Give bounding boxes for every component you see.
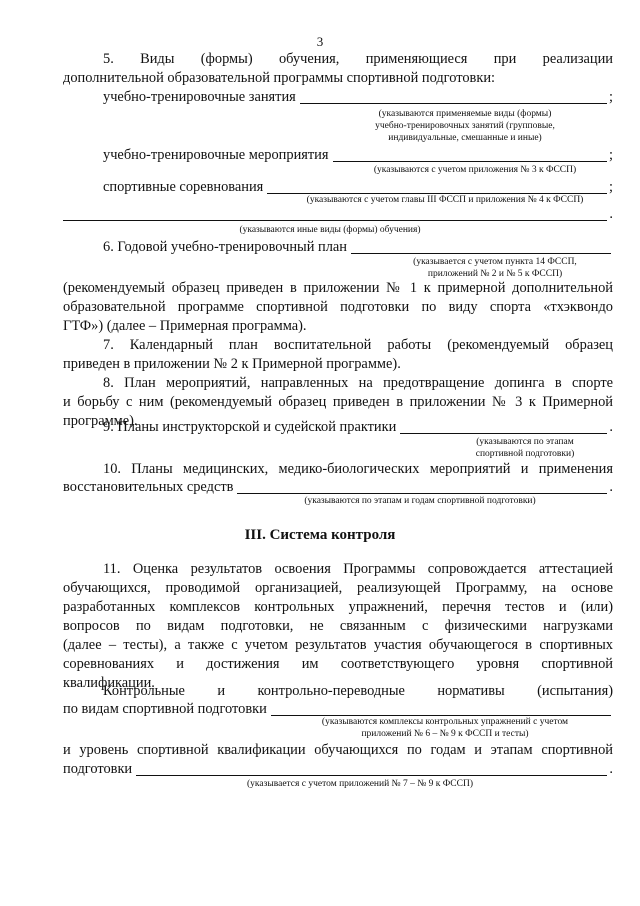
item6-text-line1: (рекомендуемый образец приведен в приложении № 1 к примерной дополнительной	[63, 280, 613, 296]
item11-line5: (далее – тесты), а также с учетом результатов участия обучающегося в спортивных	[63, 637, 613, 653]
competitions-note: (указываются с учетом главы III ФССП и приложения № 4 к ФССП)	[306, 195, 584, 205]
page-number: 3	[316, 34, 324, 49]
item11-line6: соревнованиях и достижения им соответствующего уровня спортивной	[63, 656, 613, 672]
competitions-row: спортивные соревнования ;	[103, 179, 613, 195]
item10-line1: 10. Планы медицинских, медико-биологических мероприятий и применения	[103, 461, 613, 477]
item11-line4: вопросов по видам подготовки, не связанным с физическими нагрузками	[63, 618, 613, 634]
item10-note: (указываются по этапам и годам спортивной подготовки)	[304, 496, 536, 506]
item11-line2: обучающихся, проводимой организацией, реализующей Программу, на основе	[63, 580, 613, 596]
item10-label: восстановительных средств	[63, 479, 234, 495]
level-note: (указывается с учетом приложений № 7 – № 9 к ФССП)	[247, 779, 473, 789]
level-row: подготовки .	[63, 761, 613, 777]
item9-row: 9. Планы инструкторской и судейской практики .	[103, 419, 613, 435]
norms-note: (указываются комплексы контрольных упражнений с учетом приложений № 6 – № 9 к ФССП и тесты)	[321, 717, 569, 739]
training-events-label: учебно-тренировочные мероприятия	[103, 147, 329, 163]
level-label: подготовки	[63, 761, 133, 777]
competitions-label: спортивные соревнования	[103, 179, 264, 195]
item7-line2: приведен в приложении № 2 к Примерной программе).	[63, 356, 401, 372]
item6-label: 6. Годовой учебно-тренировочный план	[103, 239, 347, 255]
item8-line3: программе).	[63, 413, 138, 429]
training-sessions-label: учебно-тренировочные занятия	[103, 89, 296, 105]
item5-line1: 5. Виды (формы) обучения, применяющиеся при реализации	[103, 51, 613, 67]
item9-blank	[400, 419, 607, 434]
item6-blank	[351, 239, 611, 254]
training-events-note: (указываются с учетом приложения № 3 к ФССП)	[373, 165, 577, 175]
level-blank	[136, 761, 607, 776]
item6-text-line2: образовательной программе спортивной подготовки по виду спорта «тхэквондо	[63, 299, 613, 315]
item6-row	[103, 238, 613, 257]
competitions-blank	[267, 179, 607, 194]
item9-note: (указываются по этапам спортивной подготовки)	[475, 437, 575, 459]
item11-line7: квалификации.	[63, 675, 155, 691]
item6-text-line3: ГТФ») (далее – Примерная программа).	[63, 318, 307, 334]
training-events-row: учебно-тренировочные мероприятия ;	[103, 147, 613, 163]
norms-blank	[271, 701, 611, 716]
item5-line2: дополнительной образовательной программы спортивной подготовки:	[63, 70, 496, 86]
item9-label: 9. Планы инструкторской и судейской практики	[103, 419, 397, 435]
other-forms-blank	[63, 206, 607, 221]
training-sessions-row: учебно-тренировочные занятия ;	[103, 89, 613, 105]
other-forms-row: .	[63, 205, 613, 224]
section-heading: III. Система контроля	[244, 527, 396, 543]
item8-line1: 8. План мероприятий, направленных на предотвращение допинга в спорте	[103, 375, 613, 391]
item7-line1: 7. Календарный план воспитательной работы (рекомендуемый образец	[103, 337, 613, 353]
item10-row: восстановительных средств .	[63, 479, 613, 495]
norms-line1: Контрольные и контрольно-переводные нормативы (испытания)	[103, 683, 613, 699]
item11-line1: 11. Оценка результатов освоения Программы сопровождается аттестацией	[103, 561, 613, 577]
training-events-blank	[333, 147, 608, 162]
item8-line2: и борьбу с ним (рекомендуемый образец приведен в приложении № 3 к Примерной	[63, 394, 613, 410]
norms-label: по видам спортивной подготовки	[63, 701, 267, 717]
item10-blank	[237, 479, 607, 494]
other-forms-note: (указываются иные виды (формы) обучения)	[239, 225, 421, 235]
training-sessions-note: (указываются применяемые виды (формы) учебно-тренировочных занятий (групповые, индивидуальные, смешанные и иные)	[375, 109, 555, 143]
training-sessions-blank	[300, 89, 607, 104]
item11-line3: разработанных комплексов контрольных упражнений, перечня тестов и (или)	[63, 599, 613, 615]
item6-note: (указывается с учетом пункта 14 ФССП, приложений № 2 и № 5 к ФССП)	[413, 257, 577, 279]
level-line1: и уровень спортивной квалификации обучающихся по годам и этапам спортивной	[63, 742, 613, 758]
